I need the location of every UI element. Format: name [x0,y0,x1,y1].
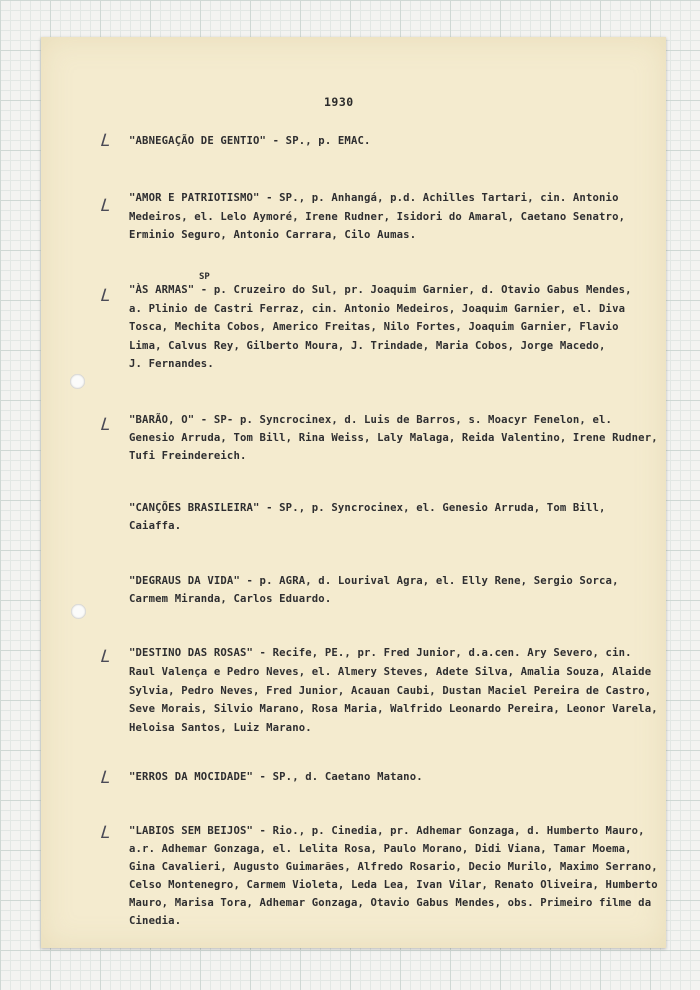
entry-line: a. Plinio de Castri Ferraz, cin. Antonio Medeiros, Joaquim Garnier, el. Diva [129,303,626,315]
handwritten-mark: L [99,286,112,306]
entry-line: "DEGRAUS DA VIDA" - p. AGRA, d. Lourival Agra, el. Elly Rene, Sergio Sorca, [129,575,619,587]
entry-line: Erminio Seguro, Antonio Carrara, Cilo Aumas. [129,229,417,241]
entry-line: "CANÇÕES BRASILEIRA" - SP., p. Syncrocinex, el. Genesio Arruda, Tom Bill, [129,502,606,514]
entry-line: "AMOR E PATRIOTISMO" - SP., p. Anhangá, p.d. Achilles Tartari, cin. Antonio [129,192,619,204]
entry-line: Medeiros, el. Lelo Aymoré, Irene Rudner, Isidori do Amaral, Caetano Senatro, [129,211,626,223]
entry-line: Heloisa Santos, Luiz Marano. [129,722,312,734]
handwritten-mark: L [99,196,112,216]
entry-line: "BARÃO, O" - SP- p. Syncrocinex, d. Luis de Barros, s. Moacyr Fenelon, el. [129,414,613,426]
entry-line: Raul Valença e Pedro Neves, el. Almery Steves, Adete Silva, Amalia Souza, Alaide [129,666,652,678]
entry-line: "ABNEGAÇÃO DE GENTIO" - SP., p. EMAC. [129,135,371,147]
entry-line: Gina Cavalieri, Augusto Guimarães, Alfredo Rosario, Decio Murilo, Maximo Serrano, [129,861,658,873]
entry-line: Tufi Freindereich. [129,450,247,462]
handwritten-mark: L [99,647,112,667]
entry-line: Cinedia. [129,915,182,927]
entry-line: Caiaffa. [129,520,182,532]
superscript-note: SP [199,272,210,282]
page-year: 1930 [324,95,354,109]
entry-line: Celso Montenegro, Carmem Violeta, Leda Lea, Ivan Vilar, Renato Oliveira, Humberto [129,879,658,891]
entry-line: J. Fernandes. [129,358,214,370]
handwritten-mark: L [99,768,112,788]
entry-line: Sylvia, Pedro Neves, Fred Junior, Acauan Caubi, Dustan Maciel Pereira de Castro, [129,685,652,697]
entry-line: Mauro, Marisa Tora, Adhemar Gonzaga, Otavio Gabus Mendes, obs. Primeiro filme da [129,897,652,909]
entry-line: "ERROS DA MOCIDADE" - SP., d. Caetano Matano. [129,771,423,783]
handwritten-mark: L [99,131,112,151]
entry-line: "ÀS ARMAS" - p. Cruzeiro do Sul, pr. Joaquim Garnier, d. Otavio Gabus Mendes, [129,284,632,296]
punch-hole [70,374,85,389]
document-page [41,37,666,948]
entry-line: Carmem Miranda, Carlos Eduardo. [129,593,332,605]
handwritten-mark: L [99,415,112,435]
entry-line: Lima, Calvus Rey, Gilberto Moura, J. Trindade, Maria Cobos, Jorge Macedo, [129,340,606,352]
handwritten-mark: L [99,823,112,843]
entry-line: "DESTINO DAS ROSAS" - Recife, PE., pr. Fred Junior, d.a.cen. Ary Severo, cin. [129,647,632,659]
entry-line: "LABIOS SEM BEIJOS" - Rio., p. Cinedia, pr. Adhemar Gonzaga, d. Humberto Mauro, [129,825,645,837]
punch-hole [71,604,86,619]
entry-line: Genesio Arruda, Tom Bill, Rina Weiss, Laly Malaga, Reida Valentino, Irene Rudner, [129,432,658,444]
entry-line: Seve Morais, Silvio Marano, Rosa Maria, Walfrido Leonardo Pereira, Leonor Varela, [129,703,658,715]
entry-line: a.r. Adhemar Gonzaga, el. Lelita Rosa, Paulo Morano, Didi Viana, Tamar Moema, [129,843,632,855]
entry-line: Tosca, Mechita Cobos, Americo Freitas, Nilo Fortes, Joaquim Garnier, Flavio [129,321,619,333]
